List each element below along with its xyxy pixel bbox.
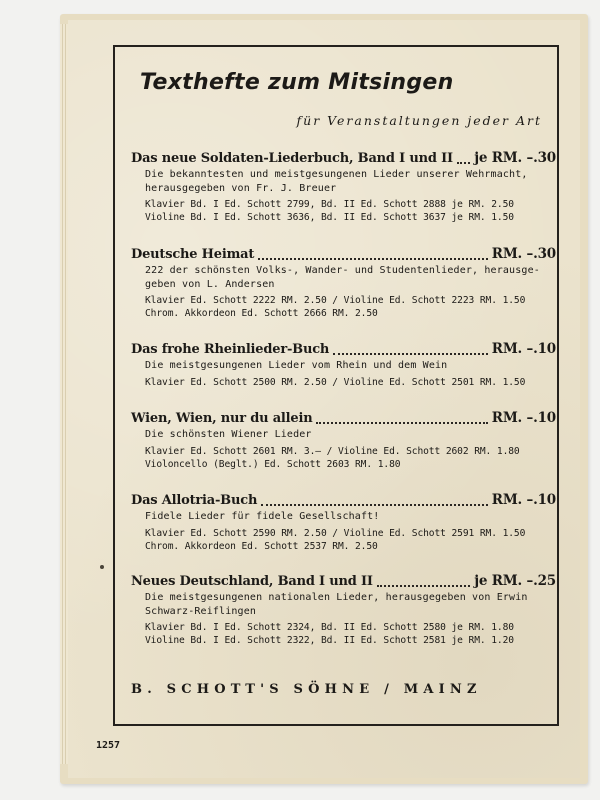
entry-editions bbox=[145, 527, 556, 553]
list-item bbox=[131, 409, 556, 471]
edition-line: Violoncello (Beglt.) Ed. Schott 2603 RM. 1.80 bbox=[145, 458, 401, 470]
entry-description bbox=[145, 359, 556, 373]
entry-price: RM. –.30 bbox=[491, 246, 556, 262]
description-line: herausgegeben von Fr. J. Breuer bbox=[145, 182, 337, 194]
leader-dots bbox=[316, 414, 487, 424]
edition-line: Chrom. Akkordeon Ed. Schott 2666 RM. 2.50 bbox=[145, 308, 378, 319]
page-title: Texthefte zum Mitsingen bbox=[140, 70, 454, 95]
entry-name: Neues Deutschland, Band I und II bbox=[131, 574, 373, 589]
edition-line: Violine Bd. I Ed. Schott 2322, Bd. II Ed. Schott 2581 je RM. 1.20 bbox=[145, 635, 514, 646]
list-item bbox=[131, 340, 556, 389]
description-line: geben von L. Andersen bbox=[145, 278, 275, 290]
entry-heading bbox=[131, 340, 556, 359]
list-item bbox=[131, 149, 556, 224]
entry-editions bbox=[145, 376, 556, 389]
entry-description bbox=[145, 591, 556, 618]
description-line: Fidele Lieder für fidele Gesellschaft! bbox=[145, 511, 380, 522]
entry-editions bbox=[145, 294, 556, 320]
entry-heading bbox=[131, 491, 556, 510]
entry-name: Deutsche Heimat bbox=[131, 247, 255, 262]
edition-line: Klavier Ed. Schott 2601 RM. 3.— / Violine Ed. Schott 2602 RM. 1.80 bbox=[145, 445, 520, 457]
entry-description bbox=[145, 510, 556, 524]
entry-heading bbox=[131, 409, 556, 428]
entry-heading bbox=[131, 245, 556, 264]
description-line: Die schönsten Wiener Lieder bbox=[145, 429, 312, 440]
edition-line: Chrom. Akkordeon Ed. Schott 2537 RM. 2.50 bbox=[145, 540, 378, 552]
edition-line: Klavier Bd. I Ed. Schott 2324, Bd. II Ed. Schott 2580 je RM. 1.80 bbox=[145, 622, 514, 633]
entry-price: RM. –.10 bbox=[491, 410, 556, 426]
description-line: Schwarz-Reiflingen bbox=[145, 605, 257, 617]
entry-name: Wien, Wien, nur du allein bbox=[131, 411, 313, 426]
leader-dots bbox=[261, 496, 488, 506]
entry-name: Das neue Soldaten-Liederbuch, Band I und II bbox=[131, 151, 453, 166]
entry-heading bbox=[131, 149, 556, 168]
publisher-imprint: B. SCHOTT'S SÖHNE / MAINZ bbox=[131, 682, 482, 697]
entry-price: RM. –.10 bbox=[491, 492, 556, 508]
entry-name: Das frohe Rheinlieder-Buch bbox=[131, 342, 330, 357]
leader-dots bbox=[377, 577, 470, 587]
list-item bbox=[131, 572, 556, 647]
entry-price: RM. –.10 bbox=[491, 341, 556, 357]
edition-line: Klavier Bd. I Ed. Schott 2799, Bd. II Ed. Schott 2888 je RM. 2.50 bbox=[145, 199, 514, 210]
entry-editions bbox=[145, 621, 556, 647]
edition-line: Klavier Ed. Schott 2500 RM. 2.50 / Violine Ed. Schott 2501 RM. 1.50 bbox=[145, 376, 526, 388]
entry-description bbox=[145, 428, 556, 442]
list-item bbox=[131, 245, 556, 320]
list-item bbox=[131, 491, 556, 553]
description-line: 222 der schönsten Volks-, Wander- und Studentenlieder, herausge- bbox=[145, 265, 540, 276]
catalog-number: 1257 bbox=[96, 740, 121, 751]
entry-price: je RM. –.30 bbox=[474, 150, 556, 166]
entry-editions bbox=[145, 445, 556, 471]
leader-dots bbox=[457, 154, 470, 164]
leader-dots bbox=[258, 250, 488, 260]
entry-price: je RM. –.25 bbox=[474, 573, 556, 589]
page-subtitle: für Veranstaltungen jeder Art bbox=[296, 113, 542, 128]
entry-editions bbox=[145, 198, 556, 224]
paper-spot bbox=[100, 565, 104, 569]
edition-line: Klavier Ed. Schott 2590 RM. 2.50 / Violine Ed. Schott 2591 RM. 1.50 bbox=[145, 527, 526, 539]
description-line: Die meistgesungenen Lieder vom Rhein und dem Wein bbox=[145, 360, 448, 371]
entry-name: Das Allotria-Buch bbox=[131, 493, 258, 508]
description-line: Die bekanntesten und meistgesungenen Lieder unserer Wehrmacht, bbox=[145, 169, 528, 180]
entry-description bbox=[145, 168, 556, 195]
edition-line: Violine Bd. I Ed. Schott 3636, Bd. II Ed. Schott 3637 je RM. 1.50 bbox=[145, 212, 514, 223]
description-line: Die meistgesungenen nationalen Lieder, herausgegeben von Erwin bbox=[145, 592, 528, 603]
entry-heading bbox=[131, 572, 556, 591]
entry-description bbox=[145, 264, 556, 291]
leader-dots bbox=[333, 345, 488, 355]
edition-line: Klavier Ed. Schott 2222 RM. 2.50 / Violine Ed. Schott 2223 RM. 1.50 bbox=[145, 295, 526, 306]
